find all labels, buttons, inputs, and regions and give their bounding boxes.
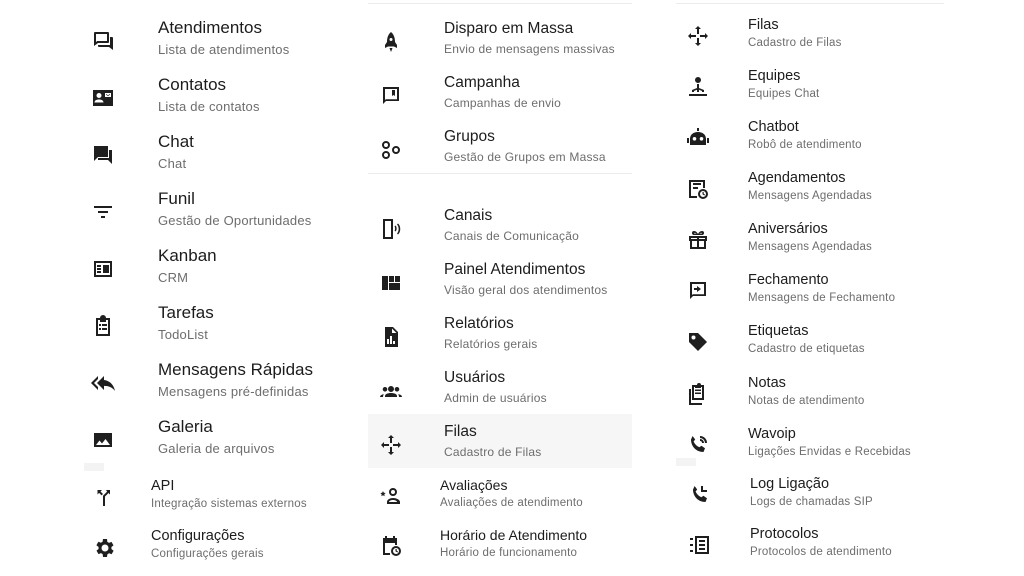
menu-item-title: Contatos [158,75,227,94]
menu-item-title: Log Ligação [750,476,830,492]
menu-item-title: Equipes [748,68,801,84]
rocket-icon [378,29,404,55]
menu-item-protocolos[interactable] [682,526,946,564]
menu-item-subtitle: Admin de usuários [444,391,547,405]
groups-icon [378,137,404,163]
kanban-icon [90,256,116,282]
menu-item-subtitle: Ligações Envidas e Recebidas [748,446,911,458]
menu-item-relatorios[interactable] [368,315,632,357]
menu-item-subtitle: Envio de mensagens massivas [444,42,615,56]
menu-item-configuracoes[interactable] [89,528,349,566]
menu-item-subtitle: CRM [158,270,189,285]
menu-item-subtitle: Mensagens pré-definidas [158,384,309,399]
column2-group-divider [368,173,632,174]
menu-item-tarefas[interactable] [88,303,348,347]
queue-arrows-icon [685,23,711,49]
schedule-send-icon [685,176,711,202]
menu-item-subtitle: Integração sistemas externos [151,498,307,510]
menu-item-subtitle: Gestão de Oportunidades [158,213,312,228]
menu-item-chatbot[interactable] [680,119,944,157]
settings-icon [91,535,117,561]
menu-item-subtitle: Cadastro de Filas [748,37,842,49]
menu-item-title: Canais [444,207,493,224]
robot-icon [685,125,711,151]
menu-item-title: Agendamentos [748,170,846,186]
reply-all-icon [90,370,116,396]
image-icon [90,427,116,453]
column2-top-divider [368,3,632,4]
phonelink-ring-icon [378,216,404,242]
column3-top-divider [676,3,944,4]
menu-item-title: Grupos [444,128,495,145]
menu-item-subtitle: Relatórios gerais [444,337,538,351]
dashboard-icon [378,270,404,296]
menu-item-atendimentos[interactable] [88,18,348,62]
menu-item-subtitle: Cadastro de etiquetas [748,343,865,355]
report-icon [378,324,404,350]
menu-item-grupos[interactable] [368,128,632,170]
menu-item-avaliacoes[interactable] [368,477,632,515]
menu-item-title: Wavoip [748,426,796,442]
menu-item-fechamento[interactable] [680,272,944,310]
menu-item-subtitle: Chat [158,156,187,171]
menu-item-equipes[interactable] [680,68,944,106]
menu-item-title: Filas [748,17,779,33]
menu-item-funil[interactable] [88,189,348,233]
calendar-clock-icon [378,533,404,559]
menu-item-title: Configurações [151,528,245,544]
menu-item-horario-de-atendimento[interactable] [368,527,632,565]
team-icon [685,74,711,100]
chat-icon [90,142,116,168]
menu-item-log-ligacao[interactable] [682,476,946,514]
menu-item-subtitle: Mensagens Agendadas [748,190,873,202]
list-icon [687,532,713,558]
menu-item-title: Galeria [158,417,213,436]
menu-item-subtitle: TodoList [158,327,209,342]
menu-item-campanha[interactable] [368,74,632,116]
menu-item-title: Kanban [158,246,217,265]
menu-item-title: Painel Atendimentos [444,261,586,278]
menu-item-galeria[interactable] [88,417,348,461]
menu-item-title: Aniversários [748,221,828,237]
menu-item-mensagens-rapidas[interactable] [88,360,348,404]
menu-item-subtitle: Lista de atendimentos [158,42,290,57]
notes-icon [685,381,711,407]
menu-item-title: Horário de Atendimento [440,527,588,543]
hover-highlight-small [84,463,104,471]
menu-item-subtitle: Logs de chamadas SIP [750,496,873,508]
menu-item-title: API [151,478,175,494]
tag-icon [685,329,711,355]
menu-item-subtitle: Galeria de arquivos [158,441,275,456]
menu-item-chat[interactable] [88,132,348,176]
menu-item-title: Avaliações [440,477,508,493]
menu-item-usuarios[interactable] [368,369,632,411]
menu-item-title: Mensagens Rápidas [158,360,313,379]
forum-icon [90,28,116,54]
menu-item-agendamentos[interactable] [680,170,944,208]
menu-item-aniversarios[interactable] [680,221,944,259]
menu-item-title: Usuários [444,369,506,386]
menu-item-kanban[interactable] [88,246,348,290]
menu-item-subtitle: Robô de atendimento [748,139,862,151]
menu-item-title: Relatórios [444,315,514,332]
people-icon [378,378,404,404]
person-star-icon [378,483,404,509]
menu-item-title: Chat [158,132,194,151]
menu-item-subtitle: Visão geral dos atendimentos [444,283,608,297]
menu-item-filas[interactable] [368,423,632,465]
menu-item-subtitle: Canais de Comunicação [444,229,579,243]
menu-item-subtitle: Lista de contatos [158,99,260,114]
menu-item-title: Protocolos [750,526,819,542]
menu-item-subtitle: Configurações gerais [151,548,264,560]
menu-item-contatos[interactable] [88,75,348,119]
announcement-icon [378,83,404,109]
gift-icon [685,227,711,253]
assignment-icon [90,313,116,339]
menu-item-etiquetas[interactable] [680,323,944,361]
menu-item-painel-atendimentos[interactable] [368,261,632,303]
contact-mail-icon [90,85,116,111]
menu-item-subtitle: Campanhas de envio [444,96,562,110]
menu-item-title: Funil [158,189,195,208]
menu-item-title: Disparo em Massa [444,20,574,37]
menu-item-title: Filas [444,423,477,440]
close-chat-icon [685,278,711,304]
menu-item-subtitle: Gestão de Grupos em Massa [444,150,606,164]
menu-item-title: Chatbot [748,119,799,135]
menu-item-subtitle: Horário de funcionamento [440,547,578,559]
phone-log-icon [687,482,713,508]
menu-item-api[interactable] [89,478,349,516]
queue-arrows-icon [378,432,404,458]
menu-item-canais[interactable] [368,207,632,249]
menu-item-title: Notas [748,375,786,391]
menu-item-title: Campanha [444,74,520,91]
menu-item-subtitle: Protocolos de atendimento [750,546,892,558]
menu-item-title: Etiquetas [748,323,809,339]
menu-item-title: Fechamento [748,272,829,288]
merge-icon [91,485,117,511]
menu-item-subtitle: Equipes Chat [748,88,820,100]
phone-call-icon [685,432,711,458]
menu-item-wavoip[interactable] [680,426,944,464]
menu-item-subtitle: Mensagens Agendadas [748,241,873,253]
menu-item-notas[interactable] [680,375,944,413]
menu-item-subtitle: Avaliações de atendimento [440,497,583,509]
menu-item-filas-col3[interactable] [680,17,944,55]
menu-item-subtitle: Mensagens de Fechamento [748,292,896,304]
menu-item-disparo-em-massa[interactable] [368,20,632,62]
menu-item-title: Tarefas [158,303,214,322]
menu-item-subtitle: Notas de atendimento [748,395,865,407]
menu-item-title: Atendimentos [158,18,262,37]
filter-list-icon [90,199,116,225]
menu-item-subtitle: Cadastro de Filas [444,445,542,459]
